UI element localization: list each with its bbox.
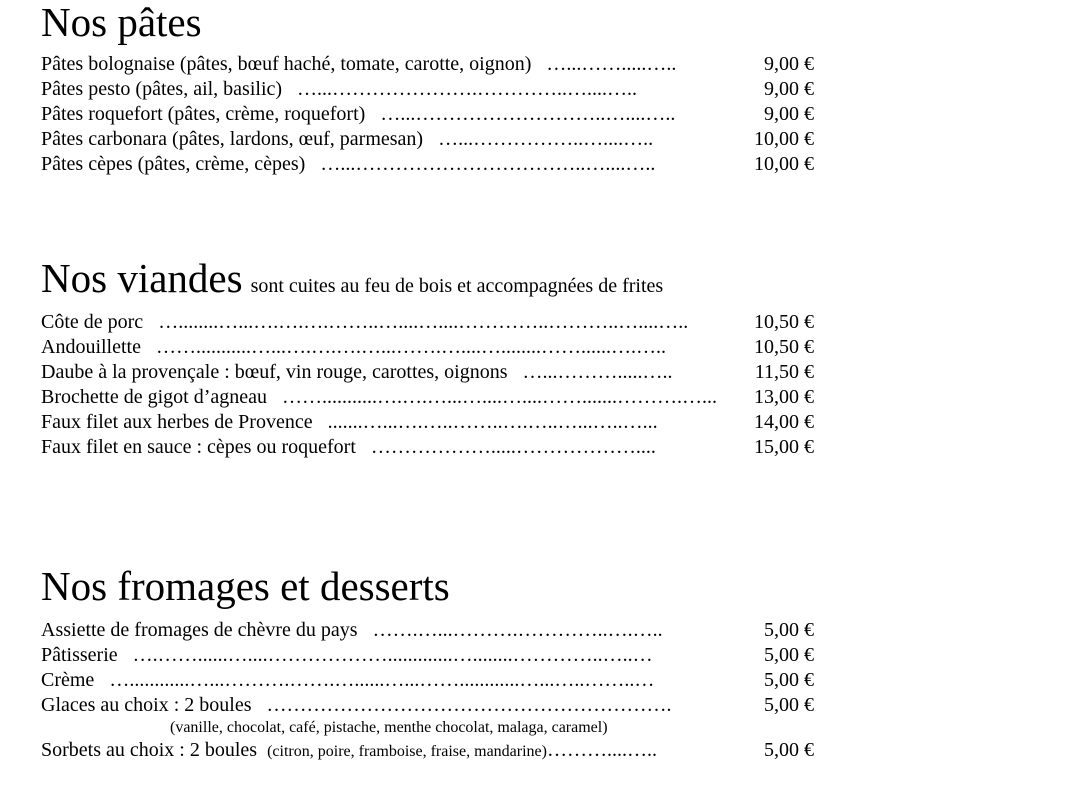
item-leader-dots: ………....….. [546,739,657,761]
item-price: 5,00 € [764,694,814,716]
section-title-desserts: Nos fromages et desserts [41,563,450,609]
item-price: 5,00 € [764,619,814,641]
item-price: 10,00 € [754,128,814,150]
item-price: 13,00 € [754,386,814,408]
menu-item [41,618,816,643]
item-price: 11,50 € [754,361,814,383]
item-name: Pâtes carbonara (pâtes, lardons, œuf, parmesan) [41,128,424,150]
menu-item [41,693,816,718]
menu-item [41,102,816,127]
item-name: Pâtes pesto (pâtes, ail, basilic) [41,78,283,100]
item-price: 15,00 € [754,436,814,458]
item-leader-dots: …...…….....….. [546,53,677,75]
item-price: 10,50 € [754,336,814,358]
item-note: (vanille, chocolat, café, pistache, menthe chocolat, malaga, caramel) [170,719,608,736]
item-name: Côte de porc [41,311,144,333]
item-name: Faux filet aux herbes de Provence [41,411,313,433]
menu-item [41,360,816,385]
menu-item [41,152,816,177]
item-price: 14,00 € [754,411,814,433]
menu-item [41,385,816,410]
item-name: Glaces au choix : 2 boules [41,694,252,716]
menu-item [41,335,816,360]
item-detail: (citron, poire, framboise, fraise, mandarine) [267,743,547,760]
menu-item [41,77,816,102]
section-subtitle: sont cuites au feu de bois et accompagnées de frites [250,275,664,297]
item-name: Pâtisserie [41,644,118,666]
item-name: Crème [41,669,95,691]
section-heading: Nos viandes [41,255,243,301]
menu-item [41,410,816,435]
item-leader-dots: …........…...….….….……..…....…....…………..………..…....….. [158,311,689,333]
item-price: 10,00 € [754,153,814,175]
item-name: Daube à la provençale : bœuf, vin rouge, carottes, oignons [41,361,508,383]
item-name: Brochette de gigot d’agneau [41,386,268,408]
item-price: 9,00 € [764,103,814,125]
item-price: 5,00 € [764,644,814,666]
item-leader-dots: ……………….....……………….... [370,436,656,458]
item-leader-dots: …............…...……….…….…......…...……............…...…..……..… [109,669,655,691]
item-price: 5,00 € [764,739,814,761]
section-title-pates: Nos pâtes [41,0,202,45]
menu-item [41,52,816,77]
menu-item [41,668,816,693]
item-name: Sorbets au choix : 2 boules [41,739,258,761]
item-leader-dots: ……...........…...….….….…...…….…....…........……......….….. [155,336,666,358]
item-leader-dots: …...……………………………..…....….. [320,153,656,175]
item-name: Pâtes bolognaise (pâtes, bœuf haché, tomate, carotte, oignon) [41,53,532,75]
menu-item [41,435,816,460]
item-leader-dots: …….…...……….…………..….….. [372,619,663,641]
item-name: Faux filet en sauce : cèpes ou roquefort [41,436,356,458]
menu-item [41,738,816,763]
item-leader-dots: …...………………….…………..…....….. [297,78,638,100]
item-leader-dots: ……………………………………………………. [266,694,672,716]
item-leader-dots: ….……......…....……………….............…........…………..…..… [132,644,653,666]
menu-item [41,127,816,152]
item-leader-dots: …...……………..…....….. [438,128,654,150]
section-title-viandes [41,256,663,300]
item-leader-dots: .......…...….…..……..….…..…...…..…... [327,411,658,433]
menu-item [41,310,816,335]
item-price: 9,00 € [764,78,814,100]
item-name: Assiette de fromages de chèvre du pays [41,619,358,641]
item-name: Pâtes roquefort (pâtes, crème, roquefort) [41,103,366,125]
item-leader-dots: ……...........….….…...…....…....…….......……….…... [282,386,718,408]
item-leader-dots: …...……….....….. [522,361,673,383]
item-name: Pâtes cèpes (pâtes, crème, cèpes) [41,153,306,175]
menu-item [41,643,816,668]
item-price: 9,00 € [764,53,814,75]
item-name: Andouillette [41,336,141,358]
item-leader-dots: …...………………………..…....….. [380,103,676,125]
item-price: 5,00 € [764,669,814,691]
item-price: 10,50 € [754,311,814,333]
